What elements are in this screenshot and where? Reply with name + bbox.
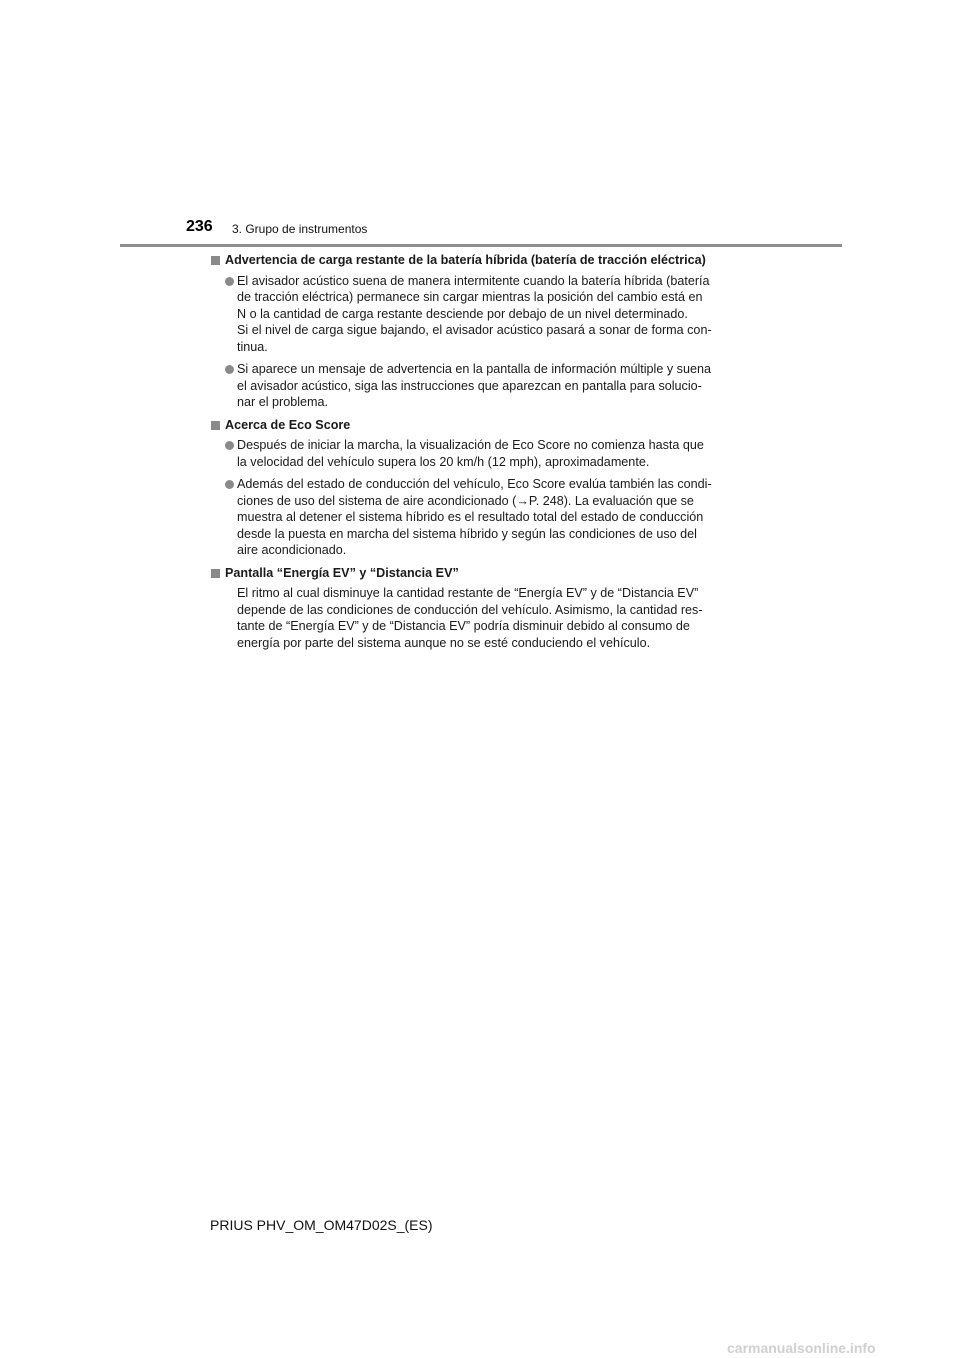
- circle-bullet-icon: [225, 365, 234, 374]
- list-item: [210, 476, 748, 559]
- section-heading-text: Acerca de Eco Score: [225, 417, 351, 432]
- chapter-title: 3. Grupo de instrumentos: [232, 222, 368, 236]
- square-bullet-icon: [211, 569, 220, 578]
- section-heading: [210, 252, 748, 269]
- text-line: aire acondicionado.: [237, 543, 347, 557]
- watermark: carmanualsonline.info: [727, 1340, 876, 1356]
- text-line: Si el nivel de carga sigue bajando, el avisador acústico pasará a sonar de forma con-: [237, 323, 712, 337]
- text-line: Después de iniciar la marcha, la visualización de Eco Score no comienza hasta que: [237, 438, 704, 452]
- text-line: El avisador acústico suena de manera intermitente cuando la batería híbrida (batería: [237, 273, 710, 288]
- circle-bullet-icon: [225, 480, 234, 489]
- section-ev-display: [210, 565, 748, 652]
- section-heading-text: Pantalla “Energía EV” y “Distancia EV”: [225, 565, 459, 580]
- text-line: desde la puesta en marcha del sistema híbrido y según las condiciones de uso del: [237, 526, 697, 541]
- text-line: ciones de uso del sistema de aire acondicionado (→P. 248). La evaluación que se: [237, 493, 694, 508]
- main-content: [210, 252, 748, 657]
- section-heading: [210, 565, 748, 582]
- text-line: tinua.: [237, 339, 268, 354]
- footer-doc-code: PRIUS PHV_OM_OM47D02S_(ES): [210, 1217, 433, 1233]
- text-line: nar el problema.: [237, 395, 329, 409]
- text-line: depende de las condiciones de conducción del vehículo. Asimismo, la cantidad res-: [237, 602, 703, 617]
- list-item: [210, 437, 748, 470]
- square-bullet-icon: [211, 421, 220, 430]
- text-line: energía por parte del sistema aunque no se esté conduciendo el vehículo.: [237, 635, 651, 650]
- page-number: 236: [186, 218, 213, 235]
- text-line: la velocidad del vehículo supera los 20 km/h (12 mph), aproximadamente.: [237, 454, 650, 469]
- square-bullet-icon: [211, 256, 220, 265]
- text-line: N o la cantidad de carga restante desciende por debajo de un nivel determinado.: [237, 306, 688, 321]
- section-battery-warning: [210, 252, 748, 411]
- section-heading-text: Advertencia de carga restante de la batería híbrida (batería de tracción eléctrica): [225, 253, 706, 267]
- text-line: de tracción eléctrica) permanece sin cargar mientras la posición del cambio está en: [237, 290, 703, 304]
- text-line: Además del estado de conducción del vehículo, Eco Score evalúa también las condi-: [237, 477, 712, 491]
- text-line: muestra al detener el sistema híbrido es el resultado total del estado de conducción: [237, 510, 704, 524]
- text-line: Si aparece un mensaje de advertencia en la pantalla de información múltiple y suena: [237, 362, 711, 376]
- list-item: [210, 361, 748, 411]
- text-line: tante de “Energía EV” y de “Distancia EV” podría disminuir debido al consumo de: [237, 619, 690, 633]
- text-line: El ritmo al cual disminuye la cantidad restante de “Energía EV” y de “Distancia EV”: [237, 586, 699, 600]
- circle-bullet-icon: [225, 441, 234, 450]
- section-heading: [210, 417, 748, 434]
- section-eco-score: [210, 417, 748, 559]
- header-rule: [120, 244, 842, 247]
- text-line: el avisador acústico, siga las instrucciones que aparezcan en pantalla para solucio-: [237, 378, 702, 393]
- list-item: [210, 273, 748, 356]
- paragraph: [210, 585, 748, 651]
- circle-bullet-icon: [225, 277, 234, 286]
